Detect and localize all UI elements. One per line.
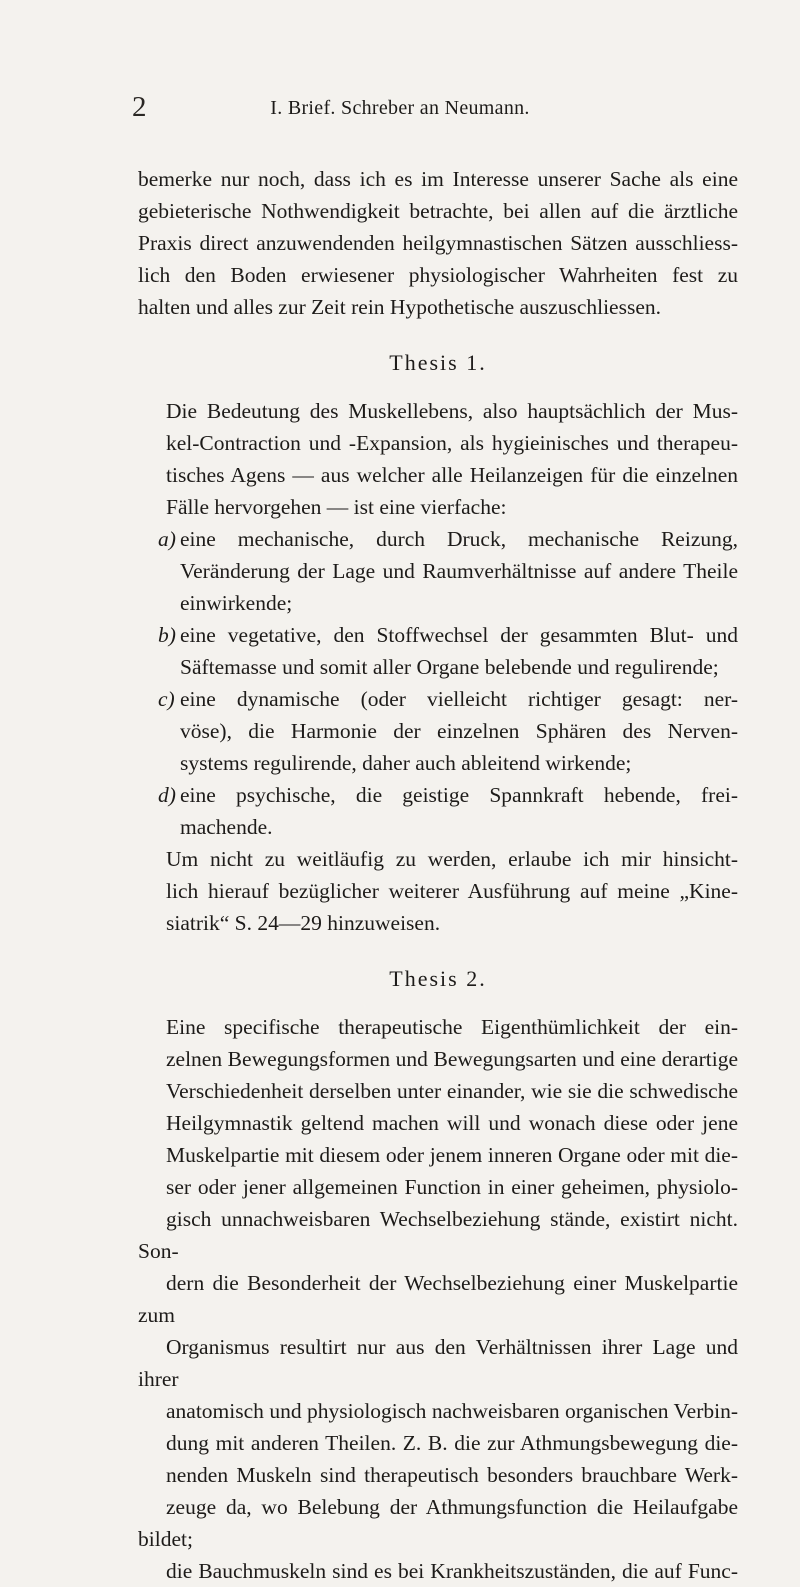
text-line: ser oder jener allgemeinen Function in einer geheimen, physiolo- (166, 1175, 738, 1199)
text-line: systems regulirende, daher auch ableitend wirkende; (180, 751, 632, 775)
list-marker: b) (158, 623, 176, 647)
text-line: zelnen Bewegungsformen und Bewegungsarten und eine derartige (166, 1047, 738, 1071)
page-body (138, 163, 738, 1587)
text-line: halten und alles zur Zeit rein Hypothetische auszuschliessen. (138, 295, 662, 319)
page-header (0, 92, 800, 122)
text-line: Die Bedeutung des Muskellebens, also hauptsächlich der Mus- (166, 399, 738, 423)
running-head: I. Brief. Schreber an Neumann. (270, 97, 530, 119)
text-line: Veränderung der Lage und Raumverhältnisse auf andere Theile (180, 559, 738, 583)
text-line: Verschiedenheit derselben unter einander, wie sie die schwedische (166, 1079, 738, 1103)
text-line: tisches Agens — aus welcher alle Heilanzeigen für die einzelnen (166, 463, 738, 487)
text-line: siatrik“ S. 24—29 hinzuweisen. (166, 911, 441, 935)
text-line: Heilgymnastik geltend machen will und wonach diese oder jene (166, 1111, 738, 1135)
text-line: machende. (180, 815, 273, 839)
text-line: Um nicht zu weitläufig zu werden, erlaube ich mir hinsicht- (166, 847, 738, 871)
text-line: kel-Contraction und -Expansion, als hygieinisches und therapeu- (166, 431, 738, 455)
text-line: vöse), die Harmonie der einzelnen Sphären des Nerven- (180, 719, 738, 743)
thesis-1-intro (138, 395, 738, 523)
text-line: Fälle hervorgehen — ist eine vierfache: (166, 495, 507, 519)
text-line: Muskelpartie mit diesem oder jenem inneren Organe oder mit die- (166, 1143, 738, 1167)
text-line: eine mechanische, durch Druck, mechanische Reizung, (180, 527, 738, 551)
list-item-a (138, 523, 738, 619)
list-marker: c) (158, 687, 175, 711)
text-line: Eine specifische therapeutische Eigenthümlichkeit der ein- (166, 1015, 738, 1039)
text-line: anatomisch und physiologisch nachweisbaren organischen Verbin- (166, 1399, 738, 1423)
text-line: Säftemasse und somit aller Organe belebende und regulirende; (180, 655, 719, 679)
text-line: Organismus resultirt nur aus den Verhältnissen ihrer Lage und ihrer (138, 1335, 738, 1391)
thesis-2-paragraph (138, 1011, 738, 1587)
text-line: nenden Muskeln sind therapeutisch besonders brauchbare Werk- (166, 1463, 738, 1487)
text-line: bemerke nur noch, dass ich es im Interesse unserer Sache als eine (138, 167, 738, 191)
text-line: dung mit anderen Theilen. Z. B. die zur Athmungsbewegung die- (166, 1431, 738, 1455)
list-marker: a) (158, 527, 176, 551)
thesis-1-closing (138, 843, 738, 939)
text-line: eine dynamische (oder vielleicht richtiger gesagt: ner- (180, 687, 738, 711)
text-line: dern die Besonderheit der Wechselbeziehung einer Muskelpartie zum (138, 1271, 738, 1327)
list-marker: d) (158, 783, 176, 807)
text-line: lich hierauf bezüglicher weiterer Ausführung auf meine „Kine- (166, 879, 738, 903)
thesis-2-heading: Thesis 2. (389, 966, 487, 991)
text-line: Praxis direct anzuwendenden heilgymnastischen Sätzen ausschliess- (138, 231, 738, 255)
text-line: lich den Boden erwiesener physiologischer Wahrheiten fest zu (138, 263, 738, 287)
page-number: 2 (132, 91, 147, 123)
intro-paragraph (138, 163, 738, 323)
list-item-b (138, 619, 738, 683)
text-line: die Bauchmuskeln sind es bei Krankheitszuständen, die auf Func- (166, 1559, 738, 1583)
list-item-d (138, 779, 738, 843)
thesis-1-heading: Thesis 1. (389, 350, 487, 375)
list-item-c (138, 683, 738, 779)
text-line: gebieterische Nothwendigkeit betrachte, bei allen auf die ärztliche (138, 199, 738, 223)
text-line: eine psychische, die geistige Spannkraft hebende, frei- (180, 783, 738, 807)
text-line: gisch unnachweisbaren Wechselbeziehung stände, existirt nicht. Son- (138, 1207, 738, 1263)
text-line: einwirkende; (180, 591, 293, 615)
text-line: eine vegetative, den Stoffwechsel der gesammten Blut- und (180, 623, 738, 647)
text-line: zeuge da, wo Belebung der Athmungsfunction die Heilaufgabe bildet; (138, 1495, 738, 1551)
